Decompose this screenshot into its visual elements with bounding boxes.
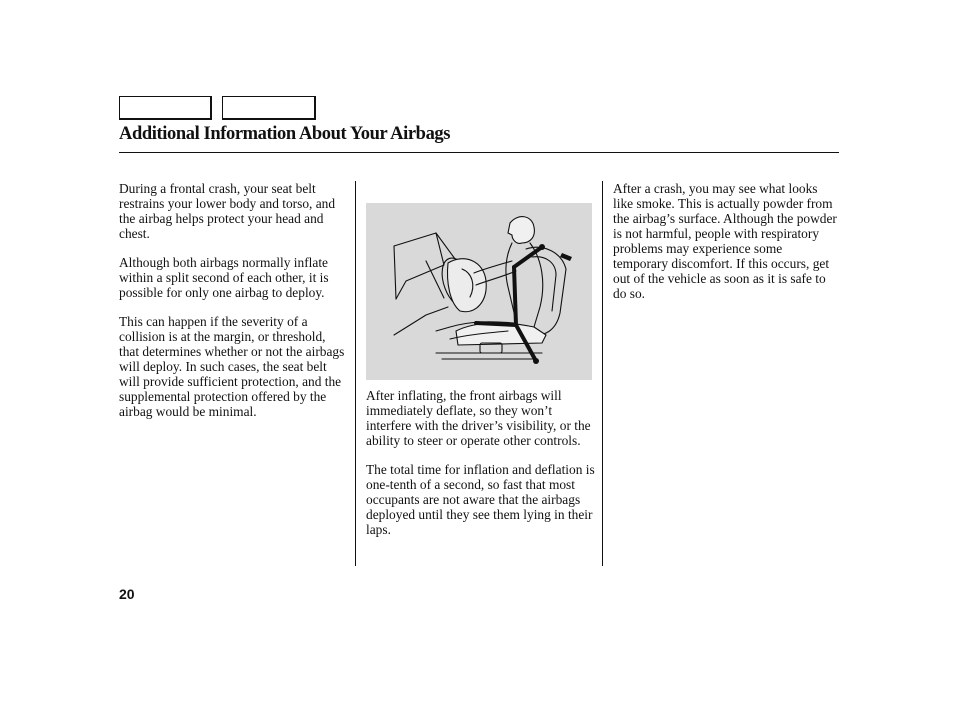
right-column: [613, 181, 839, 315]
column-divider: [355, 181, 356, 566]
section-tab-1[interactable]: [119, 96, 212, 120]
paragraph: After a crash, you may see what looks like smoke. This is actually powder from the airbag’s surface. Although the powder is not harmful, people with respiratory problems may experience some temporary discomfort. If this occurs, get out of the vehicle as soon as it is safe to do so.: [613, 181, 837, 301]
paragraph: During a frontal crash, your seat belt restrains your lower body and torso, and the airbag helps protect your head and chest.: [119, 181, 336, 241]
page-title: Additional Information About Your Airbags: [119, 124, 451, 144]
driver-airbag-drawing: [366, 203, 592, 380]
page-number: 20: [119, 586, 135, 602]
section-tab-2[interactable]: [222, 96, 316, 120]
paragraph: After inflating, the front airbags will immediately deflate, so they won’t interfere with the driver’s visibility, or the ability to steer or operate other controls.: [366, 388, 591, 448]
paragraph: Although both airbags normally inflate within a split second of each other, it is possible for only one airbag to deploy.: [119, 255, 329, 300]
paragraph: The total time for inflation and deflation is one-tenth of a second, so fast that most occupants are not aware that the airbags deployed until they see them lying in their laps.: [366, 462, 595, 537]
left-column: [119, 181, 347, 433]
paragraph: This can happen if the severity of a collision is at the margin, or threshold, that determines whether or not the airbags will deploy. In such cases, the seat belt will provide sufficient protection, and the supplemental protection offered by the airbag would be minimal.: [119, 314, 345, 419]
airbag-illustration: [366, 203, 592, 380]
middle-column: [366, 388, 598, 551]
column-divider: [602, 181, 603, 566]
title-divider: [119, 152, 839, 153]
